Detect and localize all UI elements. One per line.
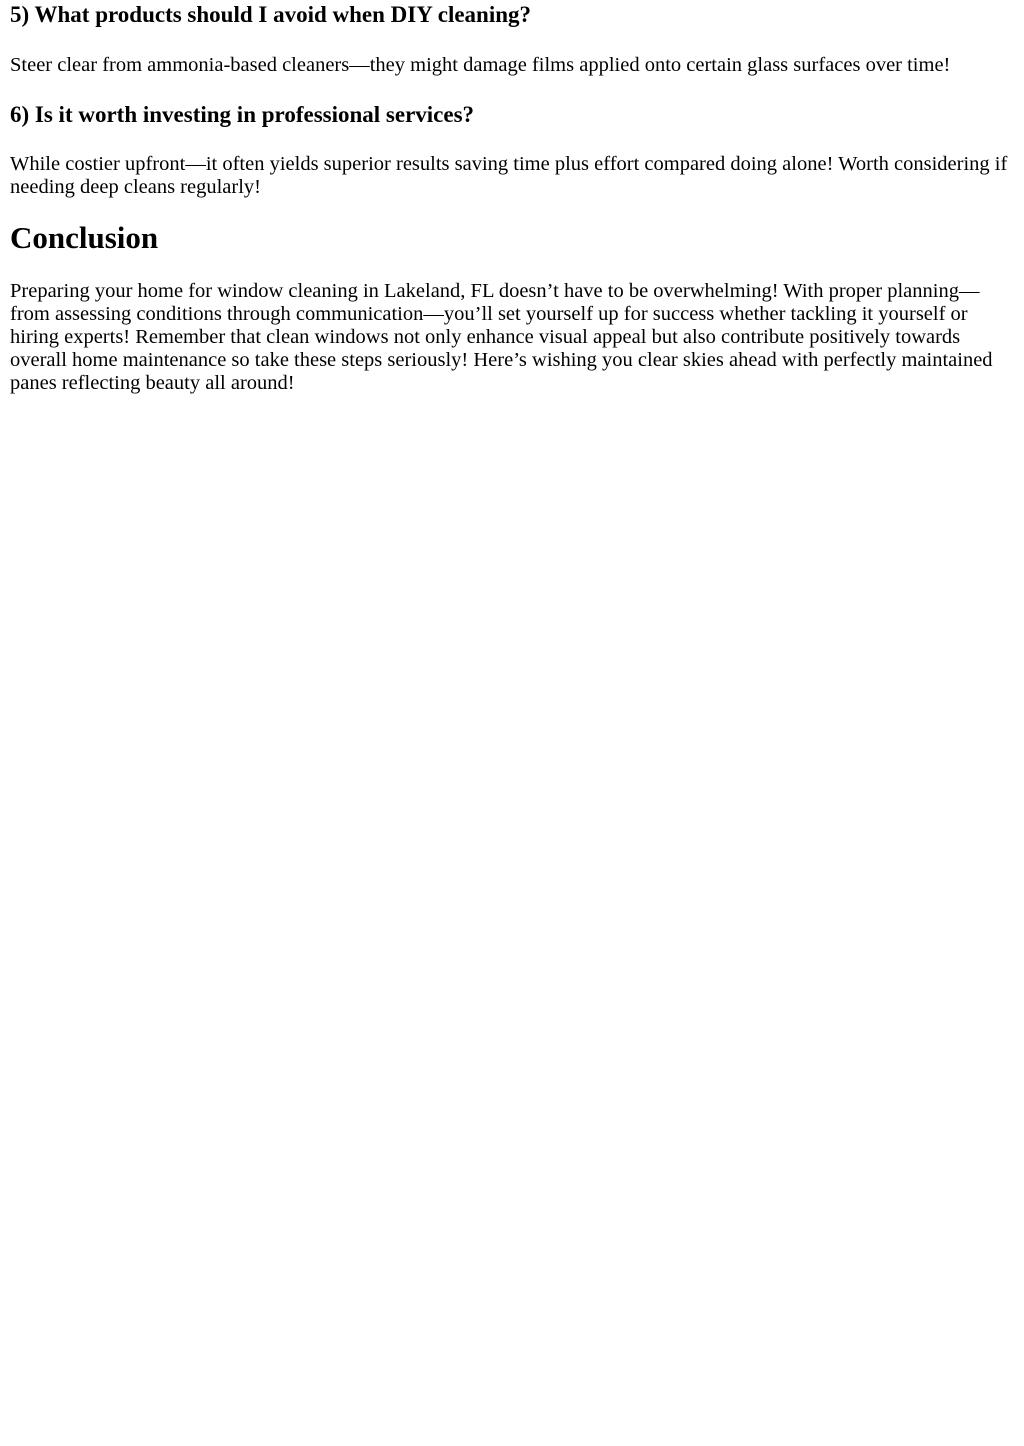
conclusion-paragraph: Preparing your home for window cleaning in Lakeland, FL doesn’t have to be overwhelming! With proper planning—from assessing conditions through communication—you’ll set yourself up for success whether tackling it yourself or hiring experts! Remember that clean windows not only enhance visual appeal but also contribute positively towards overall home maintenance so take these steps seriously! Here’s wishing you clear skies ahead with perfectly maintained panes reflecting beauty all around! bbox=[10, 280, 993, 394]
faq-question-6: 6) Is it worth investing in professional services? bbox=[10, 102, 475, 127]
faq-answer-5: Steer clear from ammonia-based cleaners—they might damage films applied onto certain glass surfaces over time! bbox=[10, 54, 951, 76]
faq-question-5: 5) What products should I avoid when DIY cleaning? bbox=[10, 2, 532, 27]
article-content bbox=[0, 0, 1024, 395]
faq-answer-6: While costier upfront—it often yields superior results saving time plus effort compared doing alone! Worth considering if needing deep cleans regularly! bbox=[10, 153, 1008, 198]
conclusion-heading: Conclusion bbox=[10, 220, 159, 255]
